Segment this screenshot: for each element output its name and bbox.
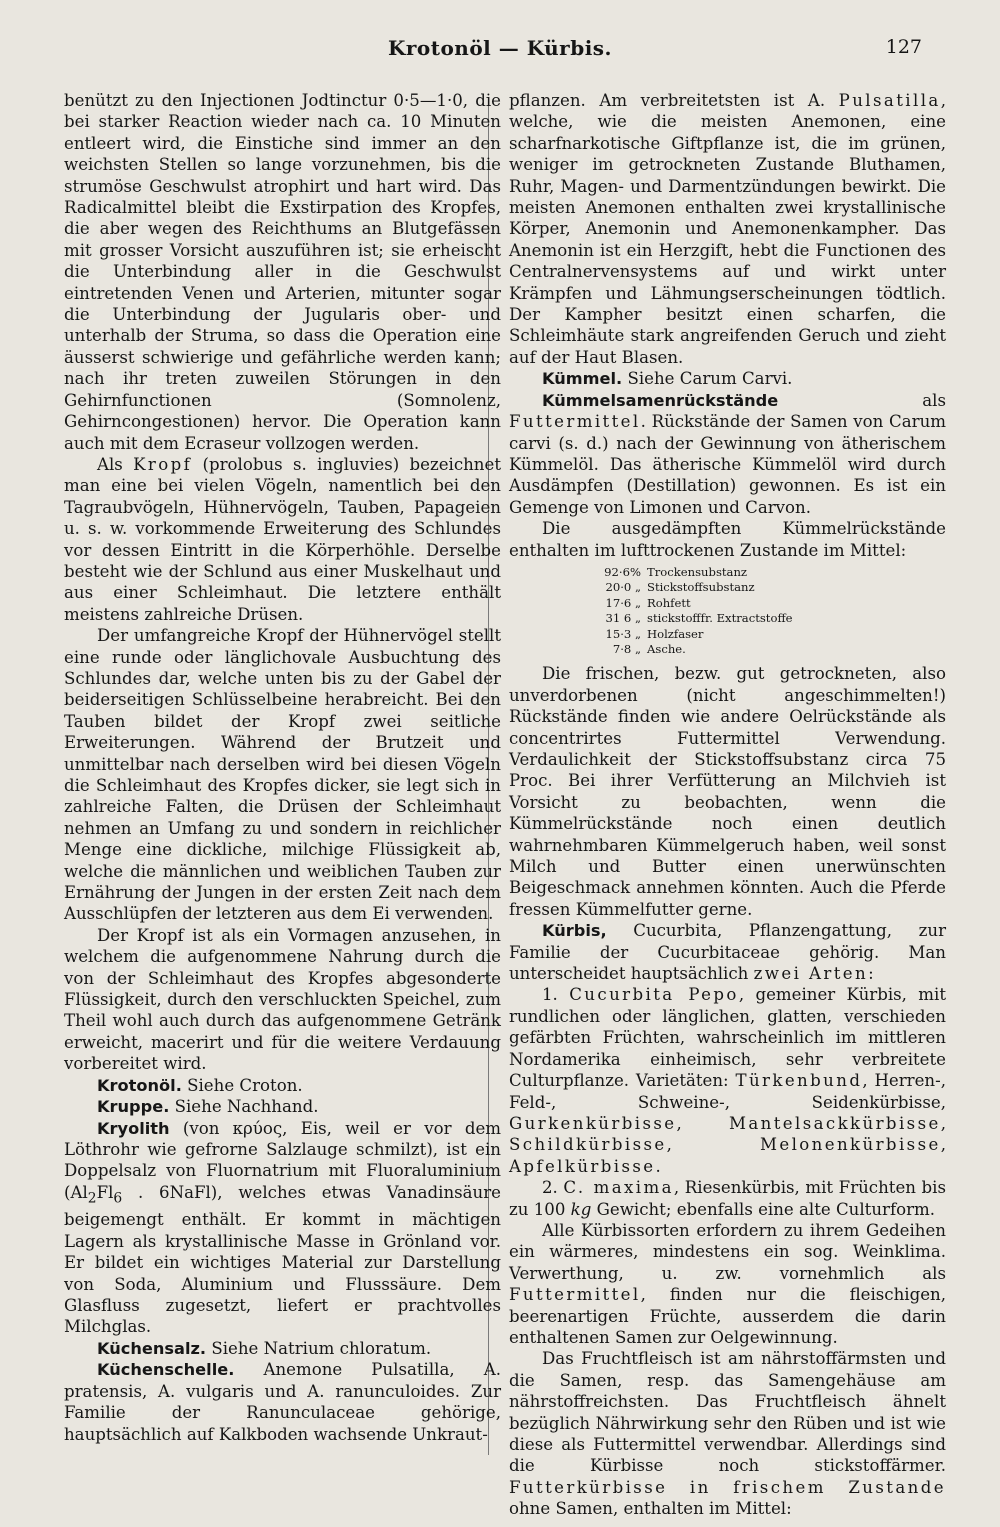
term-c-maxima: C. maxima: [563, 1178, 674, 1198]
paragraph-injection: benützt zu den Injectionen Jodtinctur 0·5—1·0, die bei starker Reaction wieder nach ca. 10 Minuten entleert wird, die Einstiche sind immer an den weichsten Stellen so lange vorzunehmen, bis die strumöse Geschwulst atrophirt und hart wird. Das Radicalmittel bleibt die Exstirpation des Kropfes, die aber wegen des Reichthums an Blutgefässen mit grosser Vorsicht auszuführen ist; sie erheischt die Unterbindung aller in die Geschwulst eintretenden Venen und Arterien, mitunter sogar die Unterbindung der Jugularis ober- und unterhalb der Struma, so dass die Operation eine äusserst schwierige und gefährliche werden kann; nach ihr treten zuweilen Störungen in den Gehirnfunctionen (Somnolenz, Gehirncongestionen) hervor. Die Operation kann auch mit dem Ecraseur vollzogen werden.: [64, 91, 501, 453]
term-cucurbita-pepo: Cucurbita Pepo: [569, 985, 739, 1005]
composition-row: 15·3 „ Holzfaser: [605, 626, 704, 641]
term-pulsatilla: Pulsatilla: [838, 91, 941, 110]
left-column: [64, 90, 501, 1445]
paragraph-c-maxima: 2. C. maxima, Riesenkürbis, mit Früchten bis zu 100 kg Gewicht; ebenfalls eine alte Culturform.: [509, 1178, 946, 1219]
paragraph-fruchtfleisch: Das Fruchtfleisch ist am nährstoffärmsten und die Samen, resp. das Samengehäuse am nährstoffreichsten. Das Fruchtfleisch ähnelt bezüglich Nährwirkung sehr den Rüben und ist wie diese als Futtermittel verwendbar. Allerdings sind die Kürbisse noch stickstoffärmer. Futterkürbisse in frischem Zustande ohne Samen, enthalten im Mittel:: [509, 1349, 946, 1519]
paragraph-kropf-huehnervoegel: Der umfangreiche Kropf der Hühnervögel stellt eine runde oder länglichovale Ausbuchtung des Schlundes dar, welche unten bis zu der Gabel der beiderseitigen Schlüsselbeine herabreicht. Bei den Tauben bildet der Kropf zwei seitliche Erweiterungen. Während der Brutzeit und unmittelbar nach derselben wird bei diesen Vögeln die Schleimhaut des Kropfes dicker, sie legt sich in zahlreiche Falten, die Drüsen der Schleimhaut nehmen an Umfang zu und sondern in reichlicher Menge eine dickliche, milchige Flüssigkeit ab, welche die männlichen und weiblichen Tauben zur Ernährung der Jungen in der ersten Zeit nach dem Ausschlüpfen der letzteren aus dem Ei verwenden.: [64, 626, 501, 924]
paragraph-cucurbita-pepo: 1. Cucurbita Pepo, gemeiner Kürbis, mit rundlichen oder länglichen, glatten, verschieden gefärbten Früchten, wahrscheinlich im mittleren Nordamerika einheimisch, sehr verbreitete Culturpflanze. Varietäten: Türkenbund, Herren-, Feld-, Schweine-, Seidenkürbisse, Gurkenkürbisse, Mantelsackkürbisse, Schildkürbisse, Melonenkürbisse, Apfelkürbisse.: [509, 985, 947, 1176]
entry-krotonoel: Krotonöl. Siehe Croton.: [97, 1075, 303, 1095]
composition-row: 20·0 „ Stickstoffsubstanz: [605, 580, 755, 595]
term-mantelsackkuerbisse: Mantelsackkürbisse: [728, 1113, 941, 1133]
paragraph-ausgedaempft: Die ausgedämpften Kümmelrückstände enthalten im lufttrockenen Zustande im Mittel:: [509, 519, 946, 560]
paragraph-frische-rueckstaende: Die frischen, bezw. gut getrockneten, also unverdorbenen (nicht angeschimmelten!) Rückstände finden wie andere Oelrückstände als concentrirtes Futtermittel Verwendung. Verdaulichkeit der Stickstoffsubstanz circa 75 Proc. Bei ihrer Verfütterung an Milchvieh ist Vorsicht zu beobachten, wenn die Kümmelrückstände noch einen deutlich wahrnehmbaren Kümmelgeruch haben, weil sonst Milch und Butter einen unerwünschten Beigeschmack annehmen könnten. Auch die Pferde fressen Kümmelfutter gerne.: [509, 664, 946, 919]
composition-row: 92·6% Trockensubstanz: [604, 564, 748, 579]
term-futtermittel: Futtermittel: [509, 412, 641, 432]
headword-krotonoel: Krotonöl.: [97, 1075, 182, 1095]
term-kropf: Kropf: [133, 454, 193, 474]
term-gurkenkuerbisse: Gurkenkürbisse: [509, 1113, 677, 1133]
entry-kuechensalz: Küchensalz. Siehe Natrium chloratum.: [97, 1338, 432, 1358]
entry-kruppe: Kruppe. Siehe Nachhand.: [97, 1097, 319, 1117]
headword-kuechensalz: Küchensalz.: [97, 1338, 207, 1358]
paragraph-kropf-definition: Als Kropf (prolobus s. ingluvies) bezeichnet man eine bei vielen Vögeln, namentlich bei den Tagraubvögeln, Hühnervögeln, Tauben, Papageien u. s. w. vorkommende Erweiterung des Schlundes vor dessen Eintritt in die Körperhöhle. Derselbe besteht wie der Schlund aus einer Muskelhaut und aus einer Schleimhaut. Die letztere enthält meistens zahlreiche Drüsen.: [64, 454, 501, 624]
headword-kuerbis: Kürbis,: [542, 921, 607, 941]
headword-kuemmel: Kümmel.: [542, 369, 623, 389]
term-apfelkuerbisse: Apfelkürbisse: [509, 1156, 656, 1176]
term-schildkuerbisse: Schildkürbisse: [509, 1135, 667, 1155]
entry-kuemmel: Kümmel. Siehe Carum Carvi.: [542, 369, 793, 389]
entry-kuerbis: Kürbis, Cucurbita, Pflanzengattung, zur Familie der Cucurbitaceae gehörig. Man unterscheidet hauptsächlich zwei Arten:: [509, 921, 946, 984]
paragraph-pulsatilla: pflanzen. Am verbreitetsten ist A. Pulsatilla, welche, wie die meisten Anemonen, eine scharfnarkotische Giftpflanze ist, die im grünen, weniger im getrockneten Zustande Bluthamen, Ruhr, Magen- und Darmentzündungen bewirkt. Die meisten Anemonen enthalten zwei krystallinische Körper, Anemonin und Anemonenkampher. Das Anemonin ist ein Herzgift, hebt die Functionen des Centralnervensystems auf und wirkt unter Krämpfen und Lähmungserscheinungen tödtlich. Der Kampher besitzt einen scharfen, die Schleimhäute stark angreifenden Geruch und zieht auf der Haut Blasen.: [509, 91, 946, 367]
composition-row: 31 6 „ stickstofffr. Extractstoffe: [605, 611, 793, 626]
headword-kryolith: Kryolith: [97, 1118, 170, 1138]
page-header: [0, 36, 1000, 72]
composition-row: 7·8 „ Asche.: [612, 641, 686, 656]
entry-kuemmelsamenrueckstaende: Kümmelsamenrückstände als Futtermittel. Rückstände der Samen von Carum carvi (s. d.) nach der Gewinnung von ätherischem Kümmelöl. Das ätherische Kümmelöl wird durch Ausdämpfen (Destillation) gewonnen. Es ist ein Gemenge von Limonen und Carvon.: [509, 390, 946, 517]
term-futterkuerbisse: Futterkürbisse in frischem Zustande: [509, 1477, 946, 1497]
entry-kryolith: Kryolith (von κρύος, Eis, weil er vor dem Löthrohr wie gefrorne Salzlauge schmilzt), ist ein Doppelsalz von Fluornatrium mit Fluoraluminium ($Al_2Fl_6$ . 6NaFl), welches etwas Vanadinsäure beigemengt enthält. Er kommt in mächtigen Lagern als krystallinische Masse in Grönland vor. Er bildet ein wichtiges Material zur Darstellung von Soda, Aluminium und Flusssäure. Dem Glasfluss zugesetzt, liefert er prachtvolles Milchglas.: [64, 1118, 501, 1337]
composition-table: [509, 565, 946, 657]
right-column: [509, 90, 946, 1520]
entry-kuechenschelle: Küchenschelle. Anemone Pulsatilla, A. pratensis, A. vulgaris und A. ranunculoides. Zur Familie der Ranunculaceae gehörige, hauptsächlich auf Kalkboden wachsende Unkraut-: [64, 1360, 501, 1444]
headword-kuechenschelle: Küchenschelle.: [97, 1360, 235, 1380]
paragraph-kropf-vormagen: Der Kropf ist als ein Vormagen anzusehen, in welchem die aufgenommene Nahrung durch die von der Schleimhaut des Kropfes abgesonderte Flüssigkeit, durch den verschluckten Speichel, zum Theil wohl auch durch das aufgenommene Getränk erweicht, macerirt und für die weitere Verdauung vorbereitet wird.: [64, 925, 501, 1074]
term-melonenkuerbisse: Melonenkürbisse: [759, 1135, 941, 1155]
term-zwei-arten: zwei Arten: [753, 964, 869, 984]
page-number: 127: [885, 36, 922, 58]
term-tuerkenbund: Türkenbund: [735, 1071, 863, 1091]
term-futtermittel-2: Futtermittel: [509, 1285, 641, 1305]
headword-kruppe: Kruppe.: [97, 1097, 170, 1117]
headword-kuemmelsamenrueckstaende: Kümmelsamenrückstände: [542, 390, 779, 410]
unit-kg: kg: [570, 1199, 592, 1219]
paragraph-kuerbissorten: Alle Kürbissorten erfordern zu ihrem Gedeihen ein wärmeres, mindestens ein sog. Weinklima. Verwerthung, u. zw. vornehmlich als Futtermittel, finden nur die fleischigen, beerenartigen Früchte, ausserdem die darin enthaltenen Samen zur Oelgewinnung.: [509, 1220, 946, 1347]
running-title: Krotonöl — Kürbis.: [387, 36, 613, 60]
composition-row: 17·6 „ Rohfett: [605, 595, 691, 610]
